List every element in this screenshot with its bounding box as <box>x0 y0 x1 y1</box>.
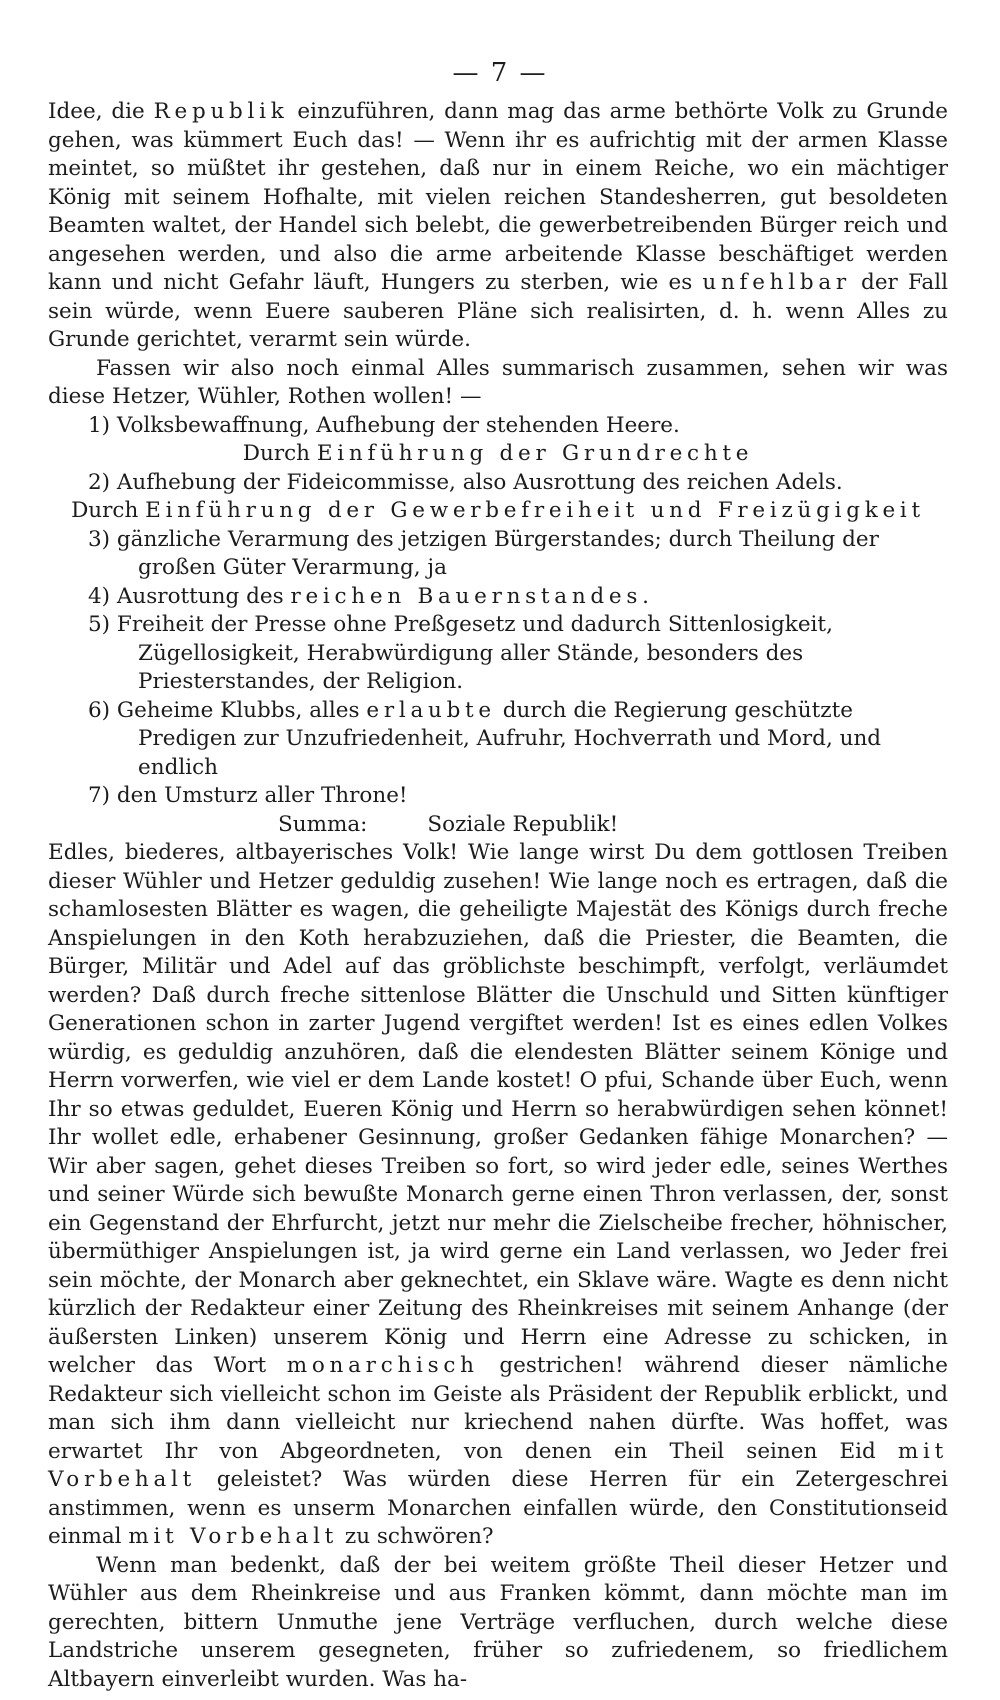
paragraph-1-part-a: Idee, die <box>48 99 154 124</box>
list-item-4 <box>48 583 948 612</box>
means-2-prefix: Durch <box>71 498 146 523</box>
means-1-spaced: Einführung der Grundrechte <box>316 441 754 466</box>
list-item-3: 3) gänzliche Verarmung des jetzigen Bürgerstandes; durch Theilung der großen Güter Verarmung, ja <box>88 526 879 580</box>
item-4-part-c: . <box>642 583 649 609</box>
item-4-part-a: 4) Ausrottung des <box>88 583 291 609</box>
spaced-emphasis-monarchisch: monarchisch <box>286 1353 479 1378</box>
item-4-spaced: reichen Bauernstandes <box>290 583 643 609</box>
summa-label: Summa: <box>278 811 368 837</box>
list-item-2: 2) Aufhebung der Fideicommisse, also Ausrottung des reichen Adels. <box>88 469 843 495</box>
spaced-emphasis-vorbehalt-2: mit Vorbehalt <box>128 1524 339 1549</box>
spaced-emphasis-vorbehalt-1: mit Vorbehalt <box>48 1438 948 1492</box>
list-item-1: 1) Volksbewaffnung, Aufhebung der stehenden Heere. <box>88 412 680 438</box>
means-1-prefix: Durch <box>242 441 317 466</box>
summa-text: Soziale Republik! <box>427 811 619 837</box>
list-item-6 <box>48 697 948 783</box>
summa-line <box>48 811 948 840</box>
page-number: — 7 — <box>452 58 548 88</box>
paragraph-2: Fassen wir also noch einmal Alles summarisch zusammen, sehen wir was diese Hetzer, Wühler, Rothen wollen! — <box>48 355 948 409</box>
spaced-emphasis-republik: Republik <box>153 99 289 124</box>
paragraph-1 <box>48 98 948 355</box>
item-6-part-a: 6) Geheime Klubbs, alles <box>88 697 367 723</box>
paragraph-3-part-a: Edles, biederes, altbayerisches Volk! Wie lange wirst Du dem gottlosen Treiben dieser Wühler und Hetzer geduldig zusehen! Wie lange noch es ertragen, daß die schamlosesten Blätter es wagen, die geheiligte Majestät des Königs durch freche Anspielungen in den Koth herabzuziehen, daß die Priester, die Beamten, die Bürger, Militär und Adel auf das gröblichste beschimpft, verfolgt, verläumdet werden? Daß durch freche sittenlose Blätter die Unschuld und Sitten künftiger Generationen schon in zarter Jugend vergiftet werden! Ist es eines edlen Volkes würdig, es geduldig anzuhören, daß die elendesten Blätter seinem Könige und Herrn vorwerfen, wie viel er dem Lande kostet! O pfui, Schande über Euch, wenn Ihr so etwas geduldet, Eueren König und Herrn so herabwürdigen sehen könnet! Ihr wollet edle, erhabener Gesinnung, großer Gedanken fähige Monarchen? — Wir aber sagen, gehet dieses Treiben so fort, so wird jeder edle, seines Werthes und seiner Würde sich bewußte Monarch gerne einen Thron verlassen, der, sonst ein Gegenstand der Ehrfurcht, jetzt nur mehr die Zielscheibe frecher, höhnischer, übermüthiger Anspielungen ist, ja wird gerne ein Land verlassen, wo Jeder frei sein möchte, der Monarch aber geknechtet, ein Sklave wäre. Wagte es denn nicht kürzlich der Redakteur einer Zeitung des Rheinkreises mit seinem Anhange (der äußersten Linken) unserem König und Herrn eine Adresse zu schicken, in welcher das Wort <box>48 840 948 1378</box>
paragraph-4: Wenn man bedenkt, daß der bei weitem größte Theil dieser Hetzer und Wühler aus dem Rheinkreise und aus Franken kömmt, dann möchte man im gerechten, bittern Unmuthe jene Verträge verfluchen, durch welche diese Landstriche unserem gesegneten, früher so zufriedenem, so friedlichem Altbayern einverleibt wurden. Was ha- <box>48 1552 948 1692</box>
item-6-part-c: durch die Regierung geschützte Predigen zur Unzufriedenheit, Aufruhr, Hochverrath und Mord, und endlich <box>138 697 882 780</box>
list-means-1 <box>48 440 948 469</box>
means-2-spaced: Einführung der Gewerbefreiheit und Freizügigkeit <box>145 498 925 523</box>
paragraph-1-part-e: der Fall sein würde, wenn Euere sauberen Pläne sich realisirten, d. h. wenn Alles zu Grunde gerichtet, verarmt sein würde. <box>48 270 948 352</box>
paragraph-3-part-g: zu schwören? <box>338 1524 494 1549</box>
list-item-5: 5) Freiheit der Presse ohne Preßgesetz und dadurch Sittenlosigkeit, Zügellosigkeit, Herabwürdigung aller Stände, besonders des Priesterstandes, der Religion. <box>88 612 833 694</box>
spaced-emphasis-unfehlbar: unfehlbar <box>702 270 851 295</box>
item-6-spaced: erlaubte <box>366 697 496 723</box>
paragraph-1-part-c: einzuführen, dann mag das arme bethörte Volk zu Grunde gehen, was kümmert Euch das! — Wenn ihr es aufrichtig mit der armen Klasse meintet, so müßtet ihr gestehen, daß nur in einem Reiche, wo ein mächtiger König mit seinem Hofhalte, mit vielen reichen Standesherren, gut besoldeten Beamten waltet, der Handel sich belebt, die gewerbetreibenden Bürger reich und angesehen werden, und also die arme arbeitende Klasse beschäftiget werden kann und nicht Gefahr läuft, Hungers zu sterben, wie es <box>48 99 948 295</box>
list-means-2 <box>48 497 948 526</box>
list-item-7: 7) den Umsturz aller Throne! <box>88 783 408 808</box>
page-body <box>48 98 948 1694</box>
paragraph-3 <box>48 839 948 1552</box>
paragraph-3-part-e: geleistet? Was würden diese Herren für ein Zetergeschrei anstimmen, wenn es unserm Monarchen einfallen würde, den Constitutionseid einmal <box>48 1467 948 1549</box>
paragraph-3-part-c: gestrichen! während dieser nämliche Redakteur sich vielleicht schon im Geiste als Präsident der Republik erblickt, und man sich ihm dann vielleicht nur kriechend nahen dürfte. Was hoffet, was erwartet Ihr von Abgeordneten, von denen ein Theil seinen Eid <box>48 1353 948 1464</box>
